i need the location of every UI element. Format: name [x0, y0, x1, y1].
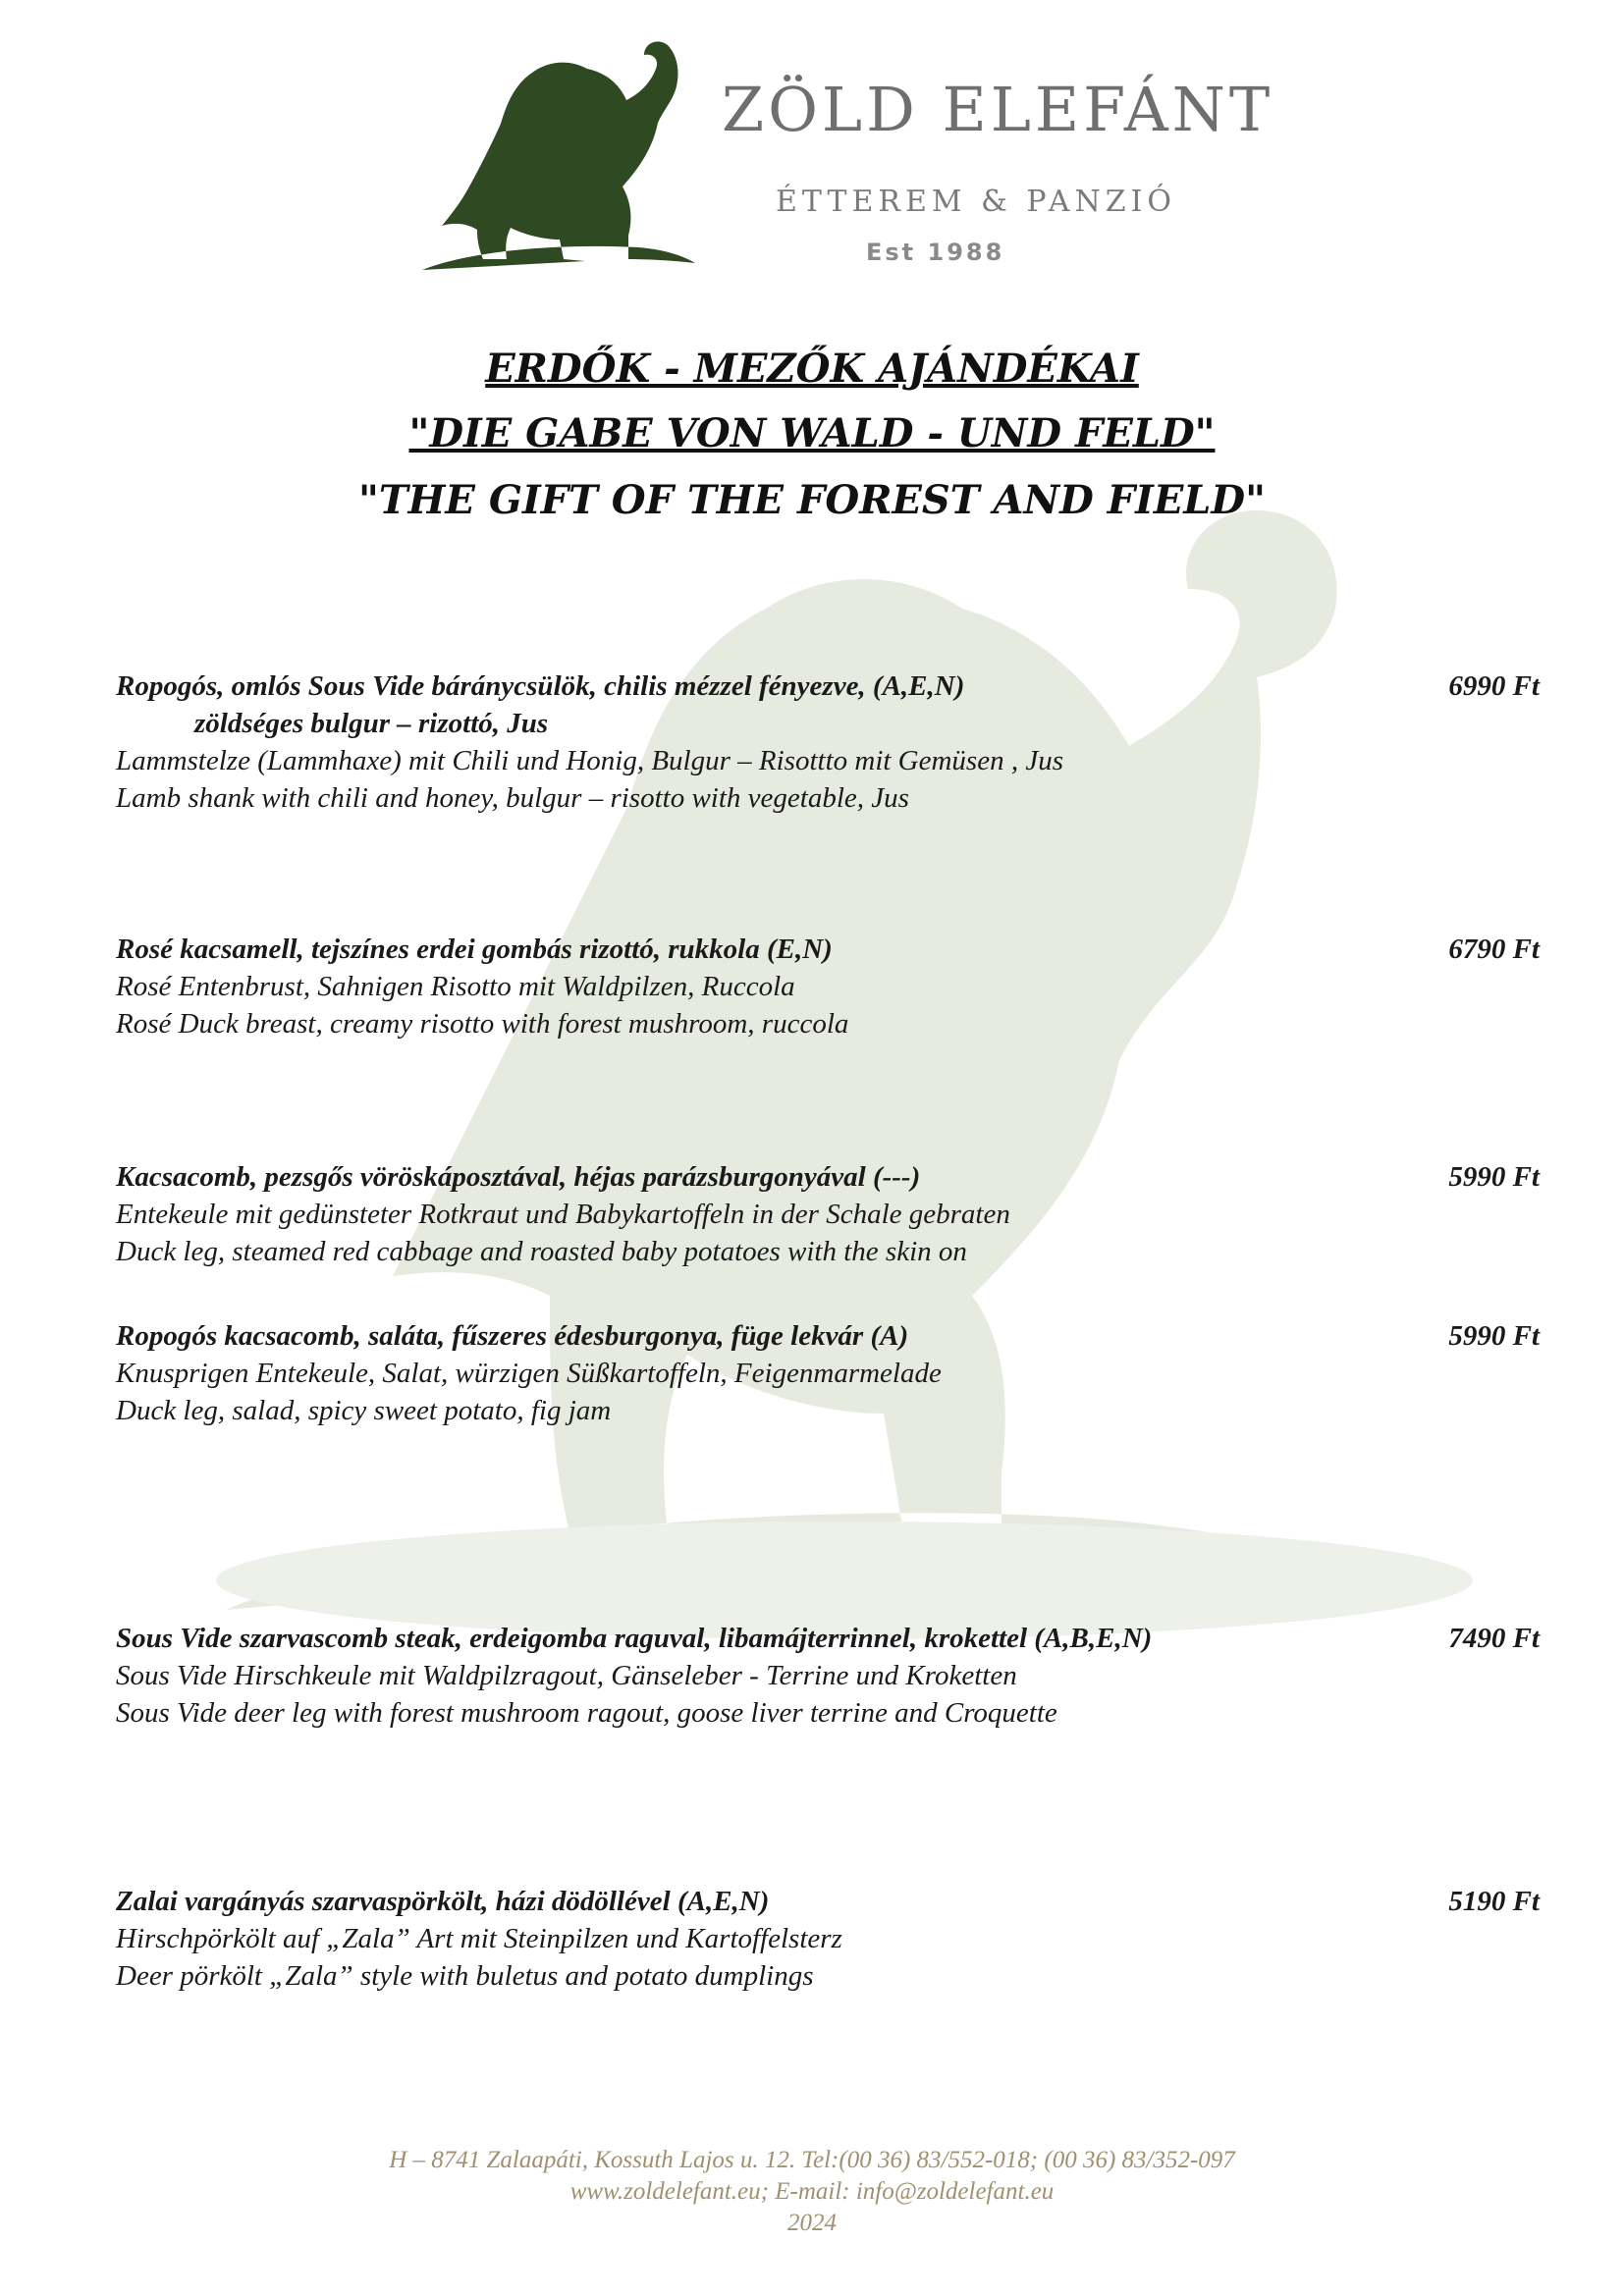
dish-name-de: Lammstelze (Lammhaxe) mit Chili und Honig, Bulgur – Risottto mit Gemüsen , Jus: [116, 745, 1064, 776]
dish-name-en: Deer pörkölt „Zala” style with buletus and potato dumplings: [116, 1960, 814, 1992]
dish-name-de: Knusprigen Entekeule, Salat, würzigen Süßkartoffeln, Feigenmarmelade: [116, 1358, 942, 1389]
menu-item: [116, 667, 1549, 817]
dish-price: 6790 Ft: [1448, 934, 1540, 965]
title-english: "THE GIFT OF THE FOREST AND FIELD": [358, 477, 1266, 523]
menu-item: [116, 931, 1549, 1042]
title-hungarian: ERDŐK - MEZŐK AJÁNDÉKAI: [485, 346, 1139, 392]
dish-name-en: Lamb shank with chili and honey, bulgur – risotto with vegetable, Jus: [116, 782, 909, 814]
dish-name-de: Entekeule mit gedünsteter Rotkraut und Babykartoffeln in der Schale gebraten: [116, 1199, 1010, 1230]
dish-price: 6990 Ft: [1448, 670, 1540, 702]
footer-web: www.zoldelefant.eu; E-mail: info@zoldelefant.eu: [569, 2178, 1055, 2205]
dish-name-hu: Rosé kacsamell, tejszínes erdei gombás rizottó, rukkola (E,N): [116, 934, 833, 965]
footer-year: 2024: [787, 2210, 837, 2236]
dish-name-hu: Ropogós, omlós Sous Vide báránycsülök, chilis mézzel fényezve, (A,E,N): [116, 670, 965, 702]
dish-name-en: Duck leg, steamed red cabbage and roasted baby potatoes with the skin on: [116, 1236, 967, 1267]
dish-price: 5990 Ft: [1448, 1161, 1540, 1193]
menu-item: [116, 1317, 1549, 1429]
title-german: "DIE GABE VON WALD - UND FELD": [408, 410, 1216, 456]
dish-name-en: Sous Vide deer leg with forest mushroom ragout, goose liver terrine and Croquette: [116, 1697, 1057, 1729]
dish-name-en: Rosé Duck breast, creamy risotto with forest mushroom, ruccola: [116, 1008, 849, 1040]
dish-name-de: Hirschpörkölt auf „Zala” Art mit Steinpilzen und Kartoffelsterz: [116, 1923, 842, 1954]
menu-item: [116, 1883, 1549, 1995]
dish-name-hu: Kacsacomb, pezsgős vöröskáposztával, héjas parázsburgonyával (---): [116, 1161, 921, 1193]
dish-name-hu: Zalai vargányás szarvaspörkölt, házi dödöllével (A,E,N): [116, 1886, 770, 1917]
dish-name-en: Duck leg, salad, spicy sweet potato, fig jam: [116, 1395, 612, 1426]
dish-name-de: Sous Vide Hirschkeule mit Waldpilzragout, Gänseleber - Terrine und Kroketten: [116, 1660, 1017, 1691]
elephant-logo-icon: [412, 39, 697, 275]
dish-name-de: Rosé Entenbrust, Sahnigen Risotto mit Waldpilzen, Ruccola: [116, 971, 795, 1002]
brand-established: Est 1988: [866, 239, 1005, 266]
dish-name-hu: Sous Vide szarvascomb steak, erdeigomba raguval, libamájterrinnel, krokettel (A,B,E,N): [116, 1623, 1153, 1654]
menu-item: [116, 1620, 1549, 1732]
dish-price: 5190 Ft: [1448, 1886, 1540, 1917]
dish-name-hu: Ropogós kacsacomb, saláta, fűszeres édesburgonya, füge lekvár (A): [116, 1320, 909, 1352]
brand-name: ZÖLD ELEFÁNT: [722, 74, 1274, 145]
dish-name-hu-continued: zöldséges bulgur – rizottó, Jus: [194, 708, 549, 739]
dish-price: 7490 Ft: [1448, 1623, 1540, 1654]
footer-address: H – 8741 Zalaapáti, Kossuth Lajos u. 12. Tel:(00 36) 83/552-018; (00 36) 83/352-097: [389, 2147, 1235, 2173]
brand-subtitle: ÉTTEREM & PANZIÓ: [776, 185, 1176, 219]
menu-item: [116, 1158, 1549, 1270]
dish-price: 5990 Ft: [1448, 1320, 1540, 1352]
